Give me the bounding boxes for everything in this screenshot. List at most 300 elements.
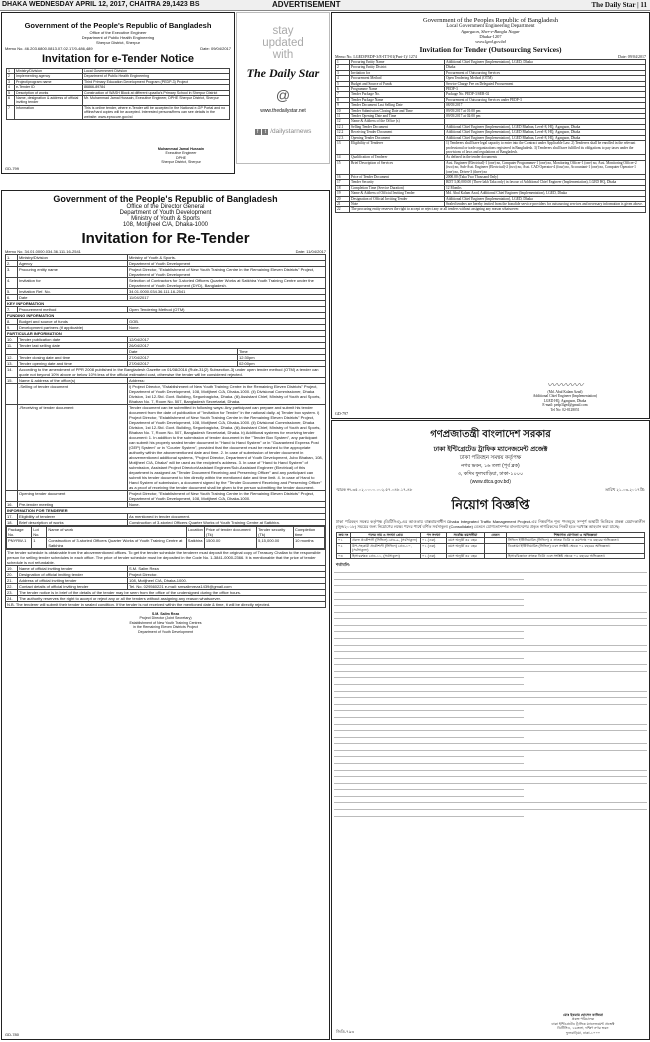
ad3-table-row-cell: 12 — [336, 119, 350, 124]
ad4-job-row — [337, 543, 645, 553]
ad4-job-row-cell: বয়স অনূর্ধ্ব ৩৫ বছর — [447, 543, 485, 553]
ad2-table-row-cell: 22. — [6, 584, 18, 590]
ad4-term-line — [334, 752, 524, 757]
ad2-package-row — [7, 538, 325, 549]
ad3-table-row-cell: Procuring Entity District — [350, 65, 445, 70]
ad3-table-row-cell: Md. Abul Kalam Azad, Additional Chief Engineer (Implementation), LGED, Dhaka — [445, 191, 646, 196]
ad4-term-line — [334, 654, 524, 659]
ad2-table-row-cell: Tender closing date and time — [18, 355, 128, 361]
ad2-table-row-cell: Designation of official inviting tender — [18, 572, 128, 578]
ad3-gov: Government of the Peoples Republic of Bangladesh — [422, 17, 559, 24]
ad2-address: 108, Motijheel C/A, Dhaka-1000 — [122, 222, 209, 228]
ad1-table-row-cell: 7 — [7, 105, 15, 119]
ad2-table-row-cell: Department of Youth Development — [128, 261, 326, 267]
ad2-datetime-head-cell: Date — [128, 349, 238, 355]
ad3-table-row — [336, 160, 646, 174]
ad1-table-row-cell: This is online tender, where e-Tender will be accepted in the National e-GP Portal and no offline/hard copies will be accepted. Interested persons/firms can see details in the website: www.eprocure.gov.bd — [83, 105, 230, 119]
ad4-title: নিয়োগ বিজ্ঞপ্তি — [451, 497, 530, 512]
ad1-table-row-cell: Department of Public Health Engineering — [83, 74, 230, 79]
ad2-sign-title: Project Director (Joint Secretary) — [139, 616, 192, 621]
ad3-table-row-cell: Selling Tender Document — [350, 124, 445, 129]
ad3-site[interactable]: www.lged.gov.bd — [475, 39, 506, 44]
ad4-term-line — [334, 634, 524, 639]
promo-brand: The Daily Star — [246, 66, 320, 80]
ad3-table-row-cell: 19 — [336, 191, 350, 196]
ad2-table-row-cell: Project Director. — [128, 572, 326, 578]
ad3-title: Invitation for Tender (Outsourcing Services) — [419, 45, 562, 54]
promo-line2: updated — [262, 37, 304, 49]
ad2-table-row-cell: 27/04/2017 — [128, 355, 238, 361]
ad2-table-row-cell: None. — [128, 325, 326, 331]
ad2-package-head — [7, 527, 325, 538]
ad4-head-cell: পদ সংখ্যা — [421, 533, 447, 538]
ad2-sign-name: S.M. Salim Reza — [151, 612, 180, 616]
ad1-table-row-cell: Ministry/Division — [15, 69, 83, 74]
ad2-table-row-cell: Procuring entity name — [18, 267, 128, 278]
ad3-sign-org: LGED HQ, Agargaon, Dhaka — [543, 398, 587, 403]
ad3-sign-name: (Md. Abul Kalam Azad) — [547, 389, 583, 394]
ad4-project: ঢাকা ইন্টিগ্রেটেড ট্রাফিক ম্যানেজমেন্ট প্রজেক্ট — [433, 446, 548, 453]
promo-at: @ — [275, 87, 291, 103]
ad2-table-row-cell: Eligibility of tenderer — [18, 514, 128, 520]
ad2-table-row-cell: 7. — [6, 307, 18, 313]
ad1-table-row-cell: Local Government Division — [83, 69, 230, 74]
ad4-head-cell: পদের নাম ও সংখ্যা গ্রেড — [351, 533, 421, 538]
ad1-table-row-cell: Information — [15, 105, 83, 119]
ad2-nb-text: N.B. The tenderer will submit their tender in sealed condition. If the tender is not received within the mentioned date & time, it will be directly rejected. — [6, 602, 326, 608]
header-section: ADVERTISEMENT — [272, 0, 341, 9]
ad1-gd: GD-799 — [5, 166, 20, 171]
ad4-head-cell: সর্বোচ্চ বয়সসীমা — [447, 533, 485, 538]
ad2-package-row-cell: Construction of 3-storied Officers Quarter Works of Youth Training Centre at Satkhira — [47, 538, 186, 549]
ad3-table-row-cell: 12.2 — [336, 130, 350, 135]
ad3-table-row-cell: Tender Submission Closing Date and Time — [350, 108, 445, 113]
ad1-table-row-cell: 2 — [7, 74, 15, 79]
header-dateline: DHAKA WEDNESDAY APRIL 12, 2017, CHAITRA 29,1423 BS — [2, 1, 200, 8]
ad2-opening-row-cell: Project Director, "Establishment of New Youth Training Centre in the Remaining Eleven Districts" Project, Department of Youth Development, 108, Motijheel C/A, Dhaka-1000. — [128, 491, 326, 502]
ad1-office: Office of the Executive Engineer — [89, 30, 147, 35]
ad4-term-line — [334, 772, 647, 777]
ad2-schedule-note — [6, 550, 326, 566]
ad2-table-row-cell: 108, Motijheel C/A, Dhaka-1000. — [128, 578, 326, 584]
ad2-section-particular-text: PARTICULAR INFORMATION — [6, 331, 326, 337]
ad2-table-row-cell: 12:30pm — [238, 355, 326, 361]
ad3-table-row-cell: Additional Chief Engineer (Implementation), LGED, Dhaka — [445, 196, 646, 201]
ad2-table-row-cell: Agency — [18, 261, 128, 267]
ad4-job-row-cell: ০২ — [337, 543, 351, 553]
ad4-term-line — [334, 667, 647, 672]
ad3-table-row-cell: 1 — [336, 60, 350, 65]
ad3-table-row-cell: Tender Document Last Selling Date — [350, 103, 445, 108]
ad1-table-row-cell: 6 — [7, 96, 15, 106]
ad3-table-row-cell: Dhaka — [445, 65, 646, 70]
ad2-package-table — [6, 526, 325, 549]
ad4-term-line — [334, 700, 647, 705]
ad2-table-row-cell: 34.01.0000.034.36.111.16-2541 — [128, 289, 326, 295]
ad2-table-row-cell: None. — [128, 502, 326, 508]
ad3-table-row-cell: 7 — [336, 92, 350, 97]
ad4-term-line — [334, 608, 647, 613]
ad3-gd: GD-797 — [335, 411, 349, 416]
ad3-bhaban: Agargaon, Sher-e-Bangla Nagar — [461, 29, 520, 34]
ad2-table-row-cell: 23. — [6, 590, 18, 596]
ad4-terms-list — [332, 568, 649, 817]
ad3-table-row-cell: 4 — [336, 76, 350, 81]
ad4-term-line — [334, 621, 647, 626]
ad3-table-row-cell: Service Charge Fee on Delegated Procurement — [445, 81, 646, 86]
ad3-table-row-cell: Eligibility of Tenderer — [350, 141, 445, 155]
ad4-term-line — [334, 693, 647, 698]
ad2-table-row-cell: Ministry of Youth & Sports. — [128, 255, 326, 261]
header-masthead: The Daily Star | 11 — [591, 1, 647, 9]
ad2-table-row-cell: Tender last selling date — [18, 343, 128, 349]
facebook-icon[interactable]: f — [255, 129, 261, 135]
ad3-table-row-cell: Name & Address of the Office (s) — [350, 119, 445, 124]
ad3-table-row-cell: Invitation for — [350, 70, 445, 75]
ad2-receiving-row-cell: -Receiving of tender document — [18, 405, 128, 491]
ad1-date: Date: 09/04/2017 — [200, 46, 231, 51]
ad2-table-row-cell: The tender notice is in brief of the details of the tender may be seen from the office of the undersigned during the office hours. — [18, 590, 326, 596]
ad3-table-row-cell: 9 — [336, 103, 350, 108]
ad4-term-line — [334, 798, 647, 803]
ad4-term-line — [334, 640, 647, 645]
ad4-sign-title: প্রকল্প পরিচালক — [571, 1017, 595, 1022]
ad3-table-row-cell: 08/05/2017 — [445, 103, 646, 108]
ad1-table-row-cell: 3 — [7, 79, 15, 84]
ad4-memo: স্মারক নং-৩৫.০২.০০০০.০০২.৫৭.০৪৮.১৭-৪৮ — [336, 487, 413, 492]
ad2-table-row-cell: 26/04/2017 — [128, 343, 326, 349]
ad1-table-row-cell: Construction of WASH Block at different upazila's Primary School in Sherpur District — [83, 90, 230, 95]
ad2-table-row-cell: 17. — [6, 514, 18, 520]
ad4-term-line — [334, 594, 524, 599]
ad3-table-row-cell: Package No. PEDP-3/SER-02 — [445, 92, 646, 97]
ad3-table-row-cell: Procurement of Outsourcing Services — [445, 70, 646, 75]
ad1-dept: Department of Public Health Engineering — [81, 35, 155, 40]
ad4-term-line — [334, 614, 647, 619]
ad1-table-row — [7, 90, 230, 95]
ad4-head-cell: বেতন — [485, 533, 507, 538]
ad4-head-cell: শিক্ষাগত যোগ্যতা ও অভিজ্ঞতা — [507, 533, 645, 538]
promo-site[interactable]: www.thedailystar.net — [260, 108, 306, 114]
ad2-office: Office of the Director General — [126, 204, 205, 210]
ad2-table-row-cell: 12/04/2017 — [128, 337, 326, 343]
ad3-table-row — [336, 207, 646, 212]
ad4-term-line — [334, 779, 647, 784]
ad2-table-row — [6, 520, 326, 526]
ad2-table-row-cell: Invitation for — [18, 278, 128, 289]
ad2-table-row-cell: 4. — [6, 278, 18, 289]
ad3-table-row-cell: Name & Address of Official Inviting Tender — [350, 191, 445, 196]
ad3-table-row-cell: 6 — [336, 87, 350, 92]
ad4-term-line — [334, 811, 524, 816]
ad4-jobs-table — [336, 532, 645, 559]
ad2-table-row-cell: Budget and source of funds — [18, 319, 128, 325]
promo-line3: with — [272, 49, 294, 61]
ad3-table-row-cell: 20 — [336, 196, 350, 201]
ad2-package-head-cell: Location — [186, 527, 204, 538]
promo-social[interactable]: /dailystarnews — [270, 128, 312, 135]
ad2-date: Date: 11/04/2017 — [295, 249, 326, 254]
ad1-title: Invitation for e-Tender Notice — [42, 53, 194, 65]
ad2-table-row-cell: 9. — [6, 325, 18, 331]
ad4-term-line — [334, 601, 524, 606]
ad3-table-row-cell: 8 — [336, 97, 350, 102]
ad2-table-row-cell: 27/04/2017 — [128, 361, 238, 367]
ad3-table-row-cell: Designation of Official Inviting Tender — [350, 196, 445, 201]
ad2-table-row-cell: 8. — [6, 319, 18, 325]
ad2-table-row-cell: Tender opening date and time — [18, 361, 128, 367]
ad1-sign-title: Executive Engineer — [165, 151, 197, 156]
ad1-table-row — [7, 96, 230, 106]
ad4-term-line — [334, 746, 647, 751]
ad3-table-row-cell: 09/05/2017 at 02:00 pm — [445, 114, 646, 119]
ad4-job-row-cell — [485, 543, 507, 553]
ad4-term-line — [334, 792, 524, 797]
ad4-term-line — [334, 713, 524, 718]
ad3-table-row-cell: Additional Chief Engineer (Implementation), LGED Bhaban, Level-8, HQ, Agargaon, Dhaka — [445, 135, 646, 140]
ad2-gov: Government of the People's Republic of Bangladesh — [53, 194, 278, 204]
ad4-job-row-cell: বয়স অনূর্ধ্ব ৩৫ বছর — [447, 538, 485, 543]
ad4-term-line — [334, 719, 647, 724]
ad4-date: তারিখ ২১-০৩-২০১৭খ্রি: — [605, 487, 645, 492]
ad2-receiving-row-cell: Tender document can be submitted in following ways: Any participant can prepare and submit his tender document from the date of publication of "Invitation for Tender" in the national daily. a) Tender box system. i) Project Director, "Establishment of New Youth Training Centre in the Remaining Eleven Districts" Project, Department of Youth Development, 108, Motijheel C/A, Dhaka-1000. (ii) Divisional Commissioner, Dhaka Division, 1st 12-Std. Govt. Building, Segunbagicha, Dhaka. (iii) Assistant Chief, Ministry of Youth and Sports, Bhaban No. 7, Room No. 507, Bangladesh Secretariat, Dhaka. b) Additional systems for receiving tender document: 1. In addition to the submission of tender document in the "Tender Box System", any participant can submit his properly sealed tender document in "Hand to Hand System" or in "Guaranteed Express Post (GEP) System" or in "Courier System", provided that the document must be reached to the appropriate authority within the abovementioned date and time. 2. In case of submission of tender document in abovementioned additional systems, "Project Director, Department of Youth Development, Jubo Bhaban, 108, Motijheel C/A, Dhaka" will be used as the recipient's address. 3. In case of "Hand to Hand System" of submission, Assistant Project Director/Assistant Engineer/Sub-Assistant Engineer (Electrical) of this department is assigned as "Tender Document Receiving and Preserving Officer" and any participant can submit his tender document to him directly within the mentioned date and time limit. 4. In case of Hand to Hand System of submission, a document signed by the "Tender Document Receiving and Preserving Officer" as a proof of receiving the tender document shall be given to the person submitting the tender document. — [128, 405, 326, 491]
ad2-selling-row-cell: i) Project Director, "Establishment of New Youth Training Centre in the Remaining Eleven Districts" Project, Department of Youth Development, 108, Motijheel C/A, Dhaka-1000. (ii) Divisional Commissioner, Dhaka Division, 1st 12-Std. Govt. Building, Segunbagicha, Dhaka. (iii) Assistant Chief, Ministry of Youth and Sports, Bhaban No. 7, Room No. 507, Bangladesh Secretariat, Dhaka. — [128, 384, 326, 405]
ad2-datetime-head-cell: Time — [238, 349, 326, 355]
ad3-table-row-cell: 17 — [336, 180, 350, 185]
ad1-table-row — [7, 105, 230, 119]
ad4-gov: গণপ্রজাতন্ত্রী বাংলাদেশ সরকার — [430, 429, 551, 440]
ad2-table-row-cell: 3. — [6, 267, 18, 278]
ad2-receiving-row — [6, 405, 326, 491]
ad3-table-row-cell: As defined in the tender documents — [445, 155, 646, 160]
ad3-table-row-cell: Qualification of Tenderer — [350, 155, 445, 160]
ad3-table-row-cell: 18 — [336, 185, 350, 190]
ad2-table-row-cell: S.M. Salim Reza — [128, 566, 326, 572]
ad2-table-row-cell: 2. — [6, 261, 18, 267]
ad4-terms-title: শর্তাবলি: — [336, 562, 351, 568]
ad2-table-row-cell: Construction of 3-storied Officers Quarter Works of Youth Training Centre at Satkhira. — [128, 520, 326, 526]
ad3-memo: Memo No. LGED/PEDP-3/E-ITT-01(Part-1)/ 1274 — [335, 54, 417, 59]
ad4-term-line — [334, 726, 647, 731]
ad2-section-tenderer-text: INFORMATION FOR TENDERER — [6, 508, 326, 514]
ad2-gd: GD-780 — [5, 1032, 20, 1037]
ad2-office-head-cell: Name & address of the office(s) — [18, 378, 128, 384]
ad4-sign-l2: ডিটিসিএ, ১৬তলা, দক্ষিণ নগর ভবন — [557, 1026, 609, 1031]
ad2-table-row — [6, 278, 326, 289]
ad4-term-line — [334, 575, 524, 580]
ad2-table-row-cell: Tel. No. 029560221 e-mail: smsalimreza1439@gmail.com — [128, 584, 326, 590]
ad2-table-row-cell: Brief description of works — [18, 520, 128, 526]
ad4-addr1: নগর ভবন, ১৬ তলা (পূর্ব ব্লক) — [461, 463, 520, 469]
ad2-package-row-cell: 1500.00 — [204, 538, 256, 549]
ad3-table-row-cell: Asst. Engineer (Electrical)-1 (one) no, Computer Programmer-1 (one) no, Monitoring Officer-1 (one) no, Asst. Monitoring Officer-2 (two) no, Sub-Asst. Engineer (Electrical)-2 (two) no, Asst. CAD Operator-4 (four) no, Accountant-1 (one) no, Computer Operator-1 (one) no, Driver-3 (three) no — [445, 160, 646, 174]
ad4-term-line — [334, 568, 647, 573]
ad1-place: Sherpur District, Sherpur — [95, 40, 140, 45]
ad2-table-row-cell: 1. — [6, 255, 18, 261]
ad4-term-line — [334, 706, 524, 711]
ad2-table-row-cell: Procurement method — [18, 307, 128, 313]
ad4-site[interactable]: (www.dtca.gov.bd) — [470, 479, 511, 485]
ad3-table-row-cell: Receiving Tender Document — [350, 130, 445, 135]
ad4-job-row-cell: ০৩ — [337, 553, 351, 558]
ad4-term-line — [334, 785, 524, 790]
ad2-section-fund-text: FUNDING INFORMATION — [6, 313, 326, 319]
ad3-table-row-cell: 12.1 — [336, 124, 350, 129]
ad2-memo: Memo No. 34.01.0000.034.36.111.16-2541 — [5, 249, 81, 254]
ad2-package-cell — [6, 526, 326, 550]
ad1-table-row-cell: 1 — [7, 69, 15, 74]
ad3-table-row-cell: 10 — [336, 108, 350, 113]
ad2-table-row-cell: Ministry/Division — [18, 255, 128, 261]
ad2-table-row-cell: Date — [18, 295, 128, 301]
ad2-package-head-cell: Completion time — [293, 527, 324, 538]
ad3-table-row-cell: Brief Description of Services — [350, 160, 445, 174]
ad4-job-row-cell: উপ-সহকারী প্রকৌশলী (সিভিল) গ্রেড-১০, (সর্বসাকুল্য) — [351, 543, 421, 553]
ad4-intro: ঢাকা পরিবহন সমন্বয় কর্তৃপক্ষ (ডিটিসিএ)-এর আওতায় বাস্তবায়নাধীন Dhaka Integrated Traffic Management Project-এর নিম্নবর্ণিত শূন্য পদসমূহে সম্পূর্ণ অস্থায়ী ভিত্তিতে প্রকল্প মেয়াদকালীন (জুন/২০১৮) সময়ের জন্য নিয়োগের লক্ষ্যে পদের পার্শ্বে বর্ণিত সর্বসাকুল্য (Consolidate) বেতনে যোগ্যতাসম্পন্ন বাংলাদেশের প্রকৃত নাগরিকদের নিকট হতে দরখাস্ত আহবান করা যাচ্ছে: — [336, 519, 645, 529]
ad1-sign-name: Muhammad Jamal Hussain — [157, 147, 205, 151]
ad3-table-row-cell: 16 — [336, 174, 350, 179]
ad1-table — [6, 68, 230, 120]
ad3-table-row-cell: 1) Tenderers shall have legal capacity to enter into the Contract under Applicable Law. 2) Tenderers shall be enrolled in the relevant professional or trade organizations registered in Bangladesh. 3) Tenderers shall have fulfilled its obligations to pay taxes under the provisions of laws and regulations of Bangladesh. — [445, 141, 646, 155]
ad4-term-line — [334, 739, 647, 744]
ad3-table-row-cell: Procuring Entity Name — [350, 60, 445, 65]
ad1-table-row-cell: 86866-89784 — [83, 85, 230, 90]
ad3-table-row-cell: 14 — [336, 155, 350, 160]
retender-notice-ad — [1, 190, 330, 1040]
ad2-table-row — [6, 267, 326, 278]
ad4-term-line — [334, 581, 647, 586]
ad2-package-head-cell: Name of work — [47, 527, 186, 538]
ad3-office: Local Government Engineering Department — [446, 24, 535, 29]
ad3-table-row-cell: 12 Months — [445, 185, 646, 190]
ad2-table-row-cell: 16. — [6, 502, 18, 508]
ad4-term-line — [334, 805, 647, 810]
ad2-nb — [6, 602, 326, 608]
ad1-table-row-cell: 5 — [7, 90, 15, 95]
ad1-table-row-cell: e-Tender ID — [15, 85, 83, 90]
etender-notice-ad — [1, 12, 235, 174]
ad3-table-row-cell: PEDP-3 — [445, 87, 646, 92]
ad3-city: Dhaka-1207 — [479, 34, 502, 39]
ad3-table-row-cell: Additional Chief Engineer (Implementation), LGED Bhaban, Level-8, HQ, Agargaon, Dhaka — [445, 124, 646, 129]
ad1-table-row-cell: Project/program name — [15, 79, 83, 84]
ad4-term-line — [334, 627, 524, 632]
promo-line1: stay — [272, 25, 294, 37]
ad3-table-row-cell: Additional Chief Engineer (Implementation), LGED Bhaban, Level-8, HQ, Agargaon, Dhaka — [445, 130, 646, 135]
ad3-table-row-cell: Open Tendering Method (OTM) — [445, 76, 646, 81]
ad2-package-head-cell: Tender security (Tk) — [257, 527, 294, 538]
ad2-opening-row-cell — [6, 491, 18, 502]
ad4-head-cell: ক্রম নং — [337, 533, 351, 538]
ad2-sign-l3: Department of Youth Development — [138, 629, 193, 634]
ad1-table-row-cell: Mr. Muhammad Jamal Hussain, Executive Engineer, DPHE Sherpur District, Sherpur — [83, 96, 230, 106]
ad2-receiving-row-cell — [6, 405, 18, 491]
ad4-term-line — [334, 647, 647, 652]
ad3-table-row-cell: Tender Package Name — [350, 97, 445, 102]
lged-tender-ad — [331, 12, 650, 419]
ad3-table-row-cell: Programme Name — [350, 87, 445, 92]
ad3-table-row-cell: The procuring entity reserves the right to accept or reject any or all tenders without assigning any reason whatsoever. — [350, 207, 646, 212]
ad3-table-row-cell: 5 — [336, 81, 350, 86]
ad4-job-row-cell: হিসাবরক্ষক গ্রেড-১১, (সর্বসাকুল্য) — [351, 553, 421, 558]
ad4-term-line — [334, 686, 647, 691]
ad4-term-line — [334, 765, 647, 770]
ad2-table-row-cell: Development partners (if applicable) — [18, 325, 128, 331]
ad1-sign-place: Sherpur District, Sherpur — [161, 160, 201, 165]
ad3-table-row-cell: 2000.00 (Taka Two Thousand Only) — [445, 174, 646, 179]
signature-scribble: 〰〰〰〰 — [546, 379, 583, 390]
ad2-table-row-cell: 18. — [6, 520, 18, 526]
ad2-table-row-cell: 20. — [6, 572, 18, 578]
ad2-schedule-note-text: The tender schedule is obtainable from the abovementioned offices. To get the tender schedule the tenderer must deposit the original copy of Treasury Challan to the responsible person for selling tender schedules in each office. The price of tender schedule must be deposited in the Code No. 1-3841-0000-2366. It is mentionable that the price of tender schedule is not refundable. — [6, 550, 326, 566]
ad2-table-row-cell: Project Director, "Establishment of New Youth Training Centre in the Remaining Eleven Districts" Project, Department of Youth Development — [128, 267, 326, 278]
ad4-addr2: ৩, কদিম ফুলবাড়িয়া, ঢাকা-১০০০ — [457, 471, 524, 477]
ad2-selling-row-cell: -Selling of tender document — [18, 384, 128, 405]
ad2-table-row-cell: Invitation Ref. No. — [18, 289, 128, 295]
ad2-sign-l1: Establishment of New Youth Training Centres — [129, 620, 202, 625]
ad3-table — [335, 59, 646, 213]
ad4-job-row-cell: প্রকল্প প্রকৌশলী (সিভিল) গ্রেড-৯, (সর্বসাকুল্য) — [351, 538, 421, 543]
ad2-package-head-cell: Price of tender document (Tk) — [204, 527, 256, 538]
ad1-table-row-cell: Name, designation & address of official inviting tender — [15, 96, 83, 106]
ad2-table-row-cell: GOB. — [128, 319, 326, 325]
ad1-sign-org: DPHE — [176, 155, 186, 160]
ad4-job-row-cell: হিসাববিজ্ঞানে স্নাতক ডিগ্রি এবং সংশ্লিষ্ট ক্ষেত্রে ০২ বছরের অভিজ্ঞতা। — [507, 553, 645, 558]
ad3-table-row-cell: 2 — [336, 65, 350, 70]
ad2-table-row-cell: 21. — [6, 578, 18, 584]
ad2-ppr-note-cell: 14. — [6, 367, 18, 378]
ad2-table-row-cell: The authority reserves the right to accept or reject any or all the tenders without assigning any reason whatsoever. — [18, 596, 326, 602]
ad3-table-row-cell: 21 — [336, 201, 350, 206]
ad3-table-row-cell: Tender Opening Date and Time — [350, 114, 445, 119]
ad2-table-row-cell: 19. — [6, 566, 18, 572]
ad2-ppr-note-cell: According to the amendment of PPR 2008 published in the Bangladesh Gazette on 01/08/2016 (Rule-31(2) Subsection-3) under open tender method (OTM) a tender can quote not beyond 10% above or below 10% less of the official estimated cost, otherwise the tender will be considered rejected. — [18, 367, 326, 378]
ad3-table-row — [336, 141, 646, 155]
ad4-sign-l3: ফুলবাড়িয়া, ঢাকা-১০০০ — [565, 1030, 601, 1035]
ad4-job-row-cell: ০১ (এক) — [421, 553, 447, 558]
ad4-job-row-cell: ০১ (এক) — [421, 538, 447, 543]
ad4-job-row-cell: ডিপ্লোমা ইঞ্জিনিয়ারিং (সিভিল) এবং সংশ্লিষ্ট ক্ষেত্রে ০২ বছরের অভিজ্ঞতা। — [507, 543, 645, 553]
ad2-package-head-cell: Package No. — [7, 527, 32, 538]
ad3-table-row-cell: 12.3 — [336, 135, 350, 140]
ad3-table-row-cell: Tender Package No. — [350, 92, 445, 97]
ad1-table-row-cell: 4 — [7, 85, 15, 90]
ad3-table-row-cell: 09/05/2017 at 01:00 pm — [445, 108, 646, 113]
ad3-table-row-cell: BDT 3,00,000.00 (Three lakh Taka only) in favour of Additional Chief Engineer (Implementation), LGED HQ, Dhaka — [445, 180, 646, 185]
ad1-table-row-cell: Implementing agency — [15, 74, 83, 79]
ad2-selling-row — [6, 384, 326, 405]
ad2-office-head-cell: Address: — [128, 378, 326, 384]
ad3-table-row-cell: Tender Security — [350, 180, 445, 185]
ad4-term-line — [334, 759, 524, 764]
ad3-table-row-cell: Procurement of Outsourcing Services under PEDP-3 — [445, 97, 646, 102]
ad2-table-row-cell: 11. — [6, 343, 18, 349]
ad3-table-row-cell: Sealed tenders are hereby invited from the bonafide service providers for outsourcing services and necessary information is given above. — [445, 201, 646, 206]
ad2-table-row-cell: 12. — [6, 355, 18, 361]
twitter-icon[interactable]: t — [262, 129, 268, 135]
ad1-table-row-cell: Third Primary Education Development Program (PEDP-3) Project — [83, 79, 230, 84]
ad4-term-line — [334, 588, 647, 593]
ad3-table-row-cell: Note — [350, 201, 445, 206]
ad3-table-row-cell: 13 — [336, 141, 350, 155]
ad2-sign-l2: in the Remaining Eleven Districts Project — [133, 625, 198, 630]
ad2-selling-row-cell — [6, 384, 18, 405]
ad3-table-row-cell: Budget and Source of Funds — [350, 81, 445, 86]
ad2-table-row-cell: Pre-tender meeting — [18, 502, 128, 508]
ad3-table-row-cell: 3 — [336, 70, 350, 75]
ad2-table-row-cell: 10. — [6, 337, 18, 343]
ad4-job-row-cell: সিভিল ইঞ্জিনিয়ারিং (সিভিল) এ স্নাতক ডিগ্রি ও কমপক্ষে ০৩ বছরের অভিজ্ঞতা। — [507, 538, 645, 543]
